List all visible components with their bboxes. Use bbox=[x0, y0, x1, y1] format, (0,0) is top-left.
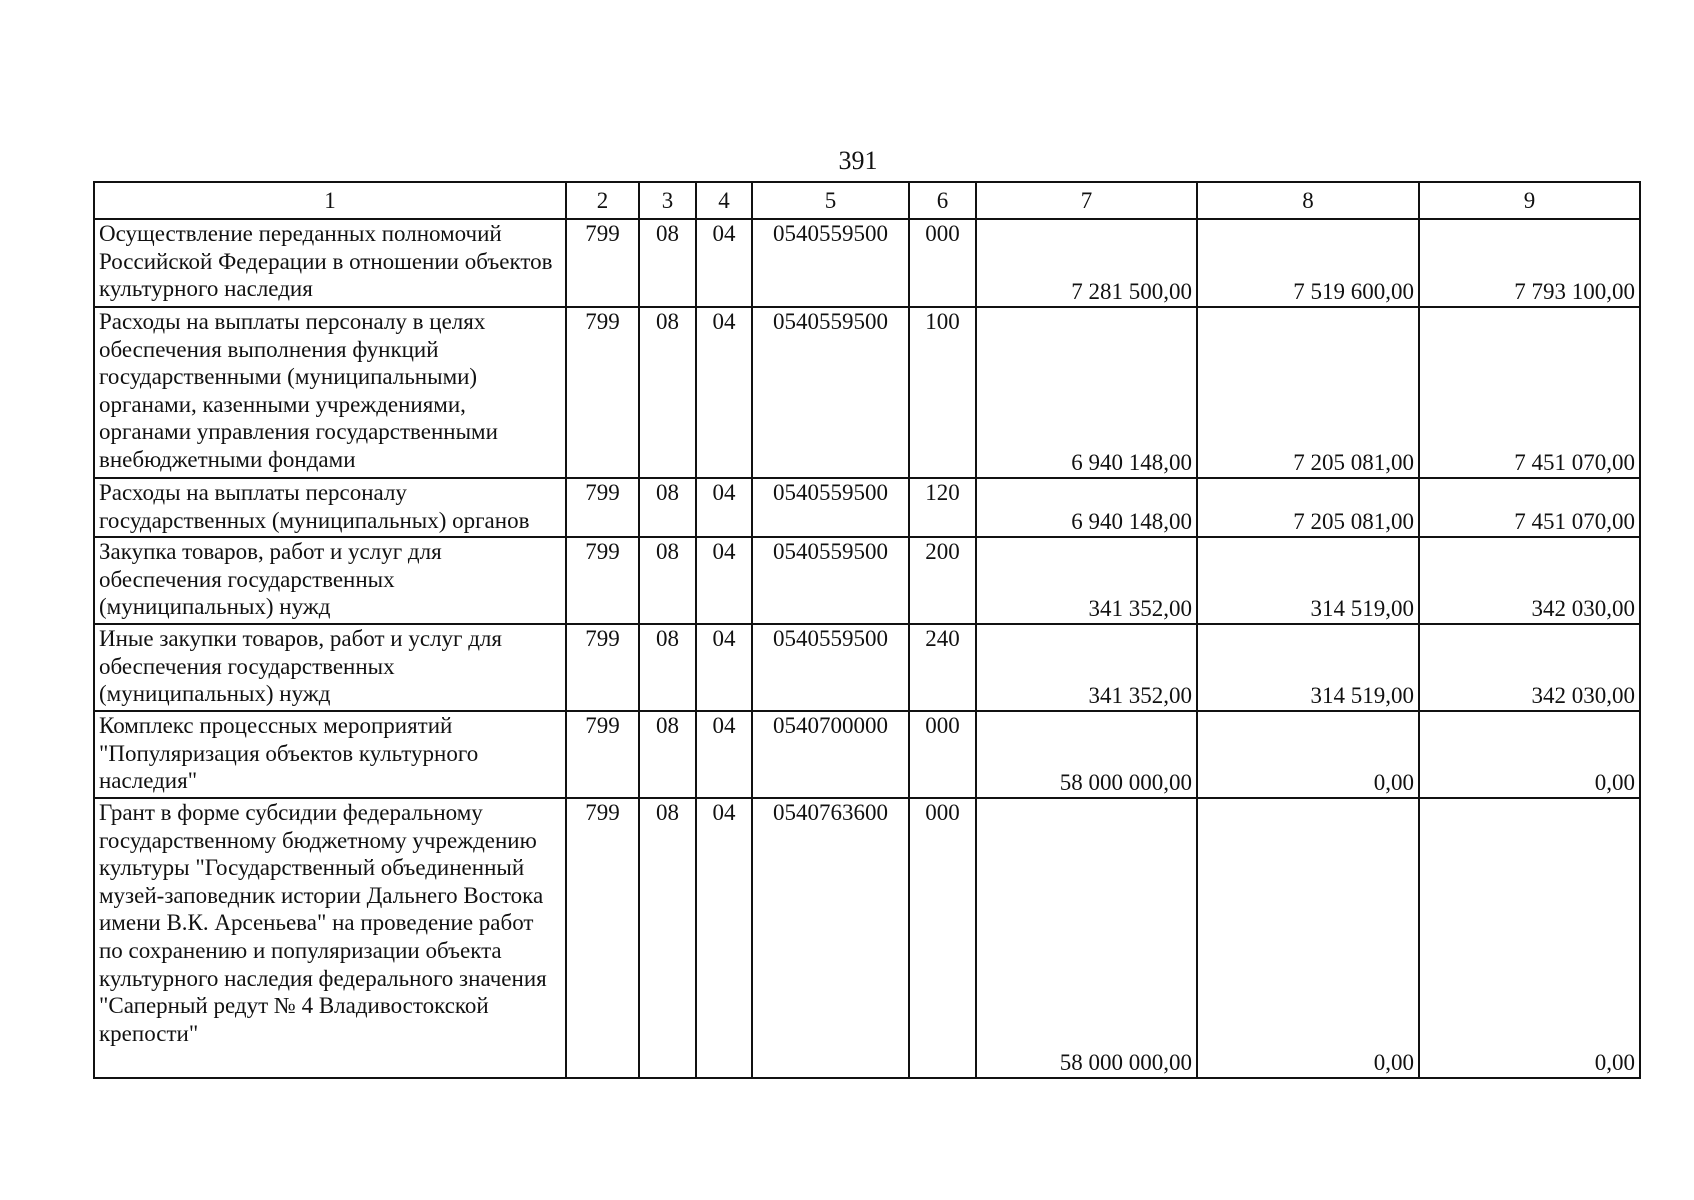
row-target-article-code: 0540763600 bbox=[752, 798, 909, 1078]
header-cell-9: 9 bbox=[1419, 182, 1640, 219]
row-name: Расходы на выплаты персоналу государственных (муниципальных) органов bbox=[94, 478, 566, 537]
row-subsection-code: 04 bbox=[696, 478, 752, 537]
table-row bbox=[94, 219, 1640, 307]
row-sum-col7: 7 281 500,00 bbox=[976, 219, 1197, 307]
row-target-article-code: 0540559500 bbox=[752, 219, 909, 307]
row-expense-type-code: 000 bbox=[909, 219, 976, 307]
row-name: Осуществление переданных полномочий Российской Федерации в отношении объектов культурного наследия bbox=[94, 219, 566, 307]
row-ved-code: 799 bbox=[566, 478, 639, 537]
row-sum-col9: 7 793 100,00 bbox=[1419, 219, 1640, 307]
row-ved-code: 799 bbox=[566, 798, 639, 1078]
row-sum-col7: 58 000 000,00 bbox=[976, 798, 1197, 1078]
row-expense-type-code: 240 bbox=[909, 624, 976, 711]
row-sum-col7: 58 000 000,00 bbox=[976, 711, 1197, 798]
row-ved-code: 799 bbox=[566, 219, 639, 307]
row-section-code: 08 bbox=[639, 219, 696, 307]
row-sum-col7: 6 940 148,00 bbox=[976, 307, 1197, 478]
row-section-code: 08 bbox=[639, 711, 696, 798]
row-sum-col8: 0,00 bbox=[1197, 711, 1419, 798]
row-name: Иные закупки товаров, работ и услуг для обеспечения государственных (муниципальных) нужд bbox=[94, 624, 566, 711]
budget-table bbox=[93, 181, 1641, 1079]
row-ved-code: 799 bbox=[566, 307, 639, 478]
row-subsection-code: 04 bbox=[696, 711, 752, 798]
row-section-code: 08 bbox=[639, 624, 696, 711]
header-cell-2: 2 bbox=[566, 182, 639, 219]
row-target-article-code: 0540700000 bbox=[752, 711, 909, 798]
row-expense-type-code: 000 bbox=[909, 711, 976, 798]
row-name: Закупка товаров, работ и услуг для обеспечения государственных (муниципальных) нужд bbox=[94, 537, 566, 624]
row-sum-col8: 314 519,00 bbox=[1197, 537, 1419, 624]
header-cell-8: 8 bbox=[1197, 182, 1419, 219]
row-sum-col9: 7 451 070,00 bbox=[1419, 478, 1640, 537]
row-subsection-code: 04 bbox=[696, 537, 752, 624]
table-row bbox=[94, 478, 1640, 537]
row-ved-code: 799 bbox=[566, 537, 639, 624]
row-target-article-code: 0540559500 bbox=[752, 307, 909, 478]
row-subsection-code: 04 bbox=[696, 307, 752, 478]
table-row bbox=[94, 537, 1640, 624]
row-ved-code: 799 bbox=[566, 624, 639, 711]
row-expense-type-code: 200 bbox=[909, 537, 976, 624]
header-cell-5: 5 bbox=[752, 182, 909, 219]
row-sum-col8: 7 205 081,00 bbox=[1197, 307, 1419, 478]
header-cell-3: 3 bbox=[639, 182, 696, 219]
row-target-article-code: 0540559500 bbox=[752, 624, 909, 711]
table-row bbox=[94, 624, 1640, 711]
table-row bbox=[94, 307, 1640, 478]
row-name: Расходы на выплаты персоналу в целях обеспечения выполнения функций государственными (муниципальными) органами, казенными учреждениями, органами управления государственными внебюджетными фондами bbox=[94, 307, 566, 478]
row-sum-col8: 7 205 081,00 bbox=[1197, 478, 1419, 537]
row-sum-col9: 0,00 bbox=[1419, 711, 1640, 798]
page-number: 391 bbox=[838, 146, 878, 175]
row-section-code: 08 bbox=[639, 537, 696, 624]
row-section-code: 08 bbox=[639, 307, 696, 478]
row-sum-col9: 0,00 bbox=[1419, 798, 1640, 1078]
row-subsection-code: 04 bbox=[696, 624, 752, 711]
row-sum-col7: 341 352,00 bbox=[976, 537, 1197, 624]
header-cell-4: 4 bbox=[696, 182, 752, 219]
row-sum-col8: 314 519,00 bbox=[1197, 624, 1419, 711]
header-cell-7: 7 bbox=[976, 182, 1197, 219]
row-expense-type-code: 100 bbox=[909, 307, 976, 478]
row-sum-col7: 6 940 148,00 bbox=[976, 478, 1197, 537]
row-name: Комплекс процессных мероприятий "Популяризация объектов культурного наследия" bbox=[94, 711, 566, 798]
row-target-article-code: 0540559500 bbox=[752, 537, 909, 624]
row-sum-col8: 0,00 bbox=[1197, 798, 1419, 1078]
table-row bbox=[94, 711, 1640, 798]
row-section-code: 08 bbox=[639, 478, 696, 537]
table-header-row bbox=[94, 182, 1640, 219]
row-sum-col7: 341 352,00 bbox=[976, 624, 1197, 711]
row-sum-col9: 342 030,00 bbox=[1419, 537, 1640, 624]
row-name: Грант в форме субсидии федеральному государственному бюджетному учреждению культуры "Государственный объединенный музей-заповедник истории Дальнего Востока имени В.К. Арсеньева" на проведение работ по сохранению и популяризации объекта культурного наследия федерального значения "Саперный редут № 4 Владивостокской крепости" bbox=[94, 798, 566, 1078]
table-row bbox=[94, 798, 1640, 1078]
row-ved-code: 799 bbox=[566, 711, 639, 798]
row-sum-col9: 7 451 070,00 bbox=[1419, 307, 1640, 478]
row-subsection-code: 04 bbox=[696, 798, 752, 1078]
header-cell-1: 1 bbox=[94, 182, 566, 219]
row-sum-col9: 342 030,00 bbox=[1419, 624, 1640, 711]
row-target-article-code: 0540559500 bbox=[752, 478, 909, 537]
row-sum-col8: 7 519 600,00 bbox=[1197, 219, 1419, 307]
row-subsection-code: 04 bbox=[696, 219, 752, 307]
header-cell-6: 6 bbox=[909, 182, 976, 219]
row-expense-type-code: 000 bbox=[909, 798, 976, 1078]
row-section-code: 08 bbox=[639, 798, 696, 1078]
row-expense-type-code: 120 bbox=[909, 478, 976, 537]
